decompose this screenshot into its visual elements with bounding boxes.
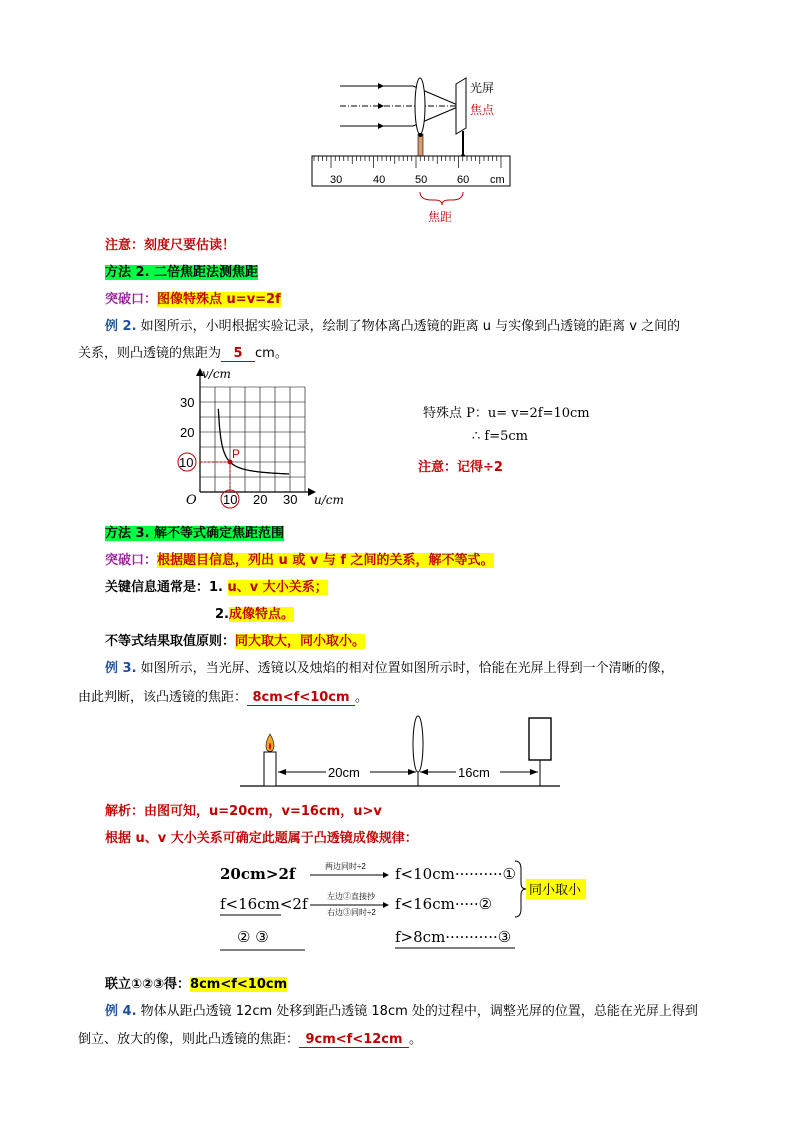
x-tick: 30: [283, 492, 298, 507]
y-tick: 30: [180, 395, 195, 410]
example2-answer: 5: [221, 346, 255, 362]
inequality-derivation: [215, 855, 595, 955]
combine-line: 联立①②③得：8cm<f<10cm: [105, 977, 288, 992]
row3-marks: ② ③: [237, 928, 269, 946]
ruler-unit: cm: [490, 174, 505, 186]
origin-label: O: [186, 493, 197, 508]
example2-line2: 关系，则凸透镜的焦距为 5 cm。: [78, 346, 288, 361]
row2-left: f<16cm<2f: [220, 895, 308, 913]
x-axis-label: u/cm: [314, 493, 344, 507]
y-tick: 10: [179, 455, 194, 470]
method2-title: 方法 2. 二倍焦距法测焦距: [105, 265, 259, 280]
graph-note: 注意：记得÷2: [418, 460, 503, 475]
distance-v-label: 16cm: [458, 765, 490, 780]
focus-label: 焦点: [470, 103, 495, 117]
y-axis-label: v/cm: [202, 367, 231, 381]
x-tick: 10: [223, 492, 238, 507]
point-p-label: P: [232, 447, 241, 461]
note-ruler: 注意：刻度尺要估读！: [105, 238, 236, 253]
optical-bench-figure: [240, 712, 560, 792]
x-tick: 20: [253, 492, 268, 507]
example4-line1: 例 4. 物体从距凸透镜 12cm 处移到距凸透镜 18cm 处的过程中，调整光屏的位置，总能在光屏上得到: [105, 1004, 698, 1019]
row2-arrow-bottom: 右边③同时÷2: [327, 908, 376, 917]
example4-line2: 倒立、放大的像，则此凸透镜的焦距： 9cm<f<12cm 。: [78, 1032, 423, 1047]
row3-right: f>8cm···········③: [395, 928, 512, 946]
ruler-tick: 30: [330, 174, 343, 186]
ruler-tick: 50: [415, 174, 428, 186]
analysis-line1: 解析：由图可知，u=20cm，v=16cm，u>v: [105, 804, 382, 819]
example3-answer: 8cm<f<10cm: [247, 690, 355, 706]
vu-graph: [172, 366, 357, 511]
breakthrough2: 突破口：图像特殊点 u=v=2f: [105, 292, 281, 307]
analysis-line2: 根据 u、v 大小关系可确定此题属于凸透镜成像规律：: [105, 831, 418, 846]
example3-line1: 例 3. 如图所示，当光屏、透镜以及烛焰的相对位置如图所示时，恰能在光屏上得到一个清晰的像，: [105, 661, 674, 676]
breakthrough3: 突破口：根据题目信息，列出 u 或 v 与 f 之间的关系，解不等式。: [105, 553, 494, 568]
ruler-tick: 40: [373, 174, 386, 186]
example2-line1: 例 2. 如图所示，小明根据实验记录，绘制了物体离凸透镜的距离 u 与实像到凸透镜的距离 v 之间的: [105, 319, 681, 334]
bracket-note: 同小取小: [529, 882, 582, 897]
example4-answer: 9cm<f<12cm: [299, 1032, 409, 1048]
principle-line: 不等式结果取值原则：同大取大，同小取小。: [105, 634, 366, 649]
row2-arrow-top: 左边②直接抄: [327, 892, 375, 901]
screen-label: 光屏: [470, 81, 495, 95]
row2-right: f<16cm·····②: [395, 895, 493, 913]
ruler-tick: 60: [457, 174, 470, 186]
graph-side-note2: ∴ f=5cm: [472, 429, 528, 444]
method3-title: 方法 3. 解不等式确定焦距范围: [105, 526, 285, 541]
lens-ruler-figure: [310, 76, 520, 231]
y-tick: 20: [180, 425, 195, 440]
row1-right: f<10cm··········①: [395, 865, 516, 883]
example3-line2: 由此判断，该凸透镜的焦距： 8cm<f<10cm 。: [78, 690, 369, 705]
focal-length-label: 焦距: [428, 210, 453, 224]
combine-result: 8cm<f<10cm: [190, 977, 288, 992]
row1-arrow-note: 两边同时÷2: [325, 862, 366, 871]
distance-u-label: 20cm: [328, 765, 360, 780]
row1-left: 20cm>2f: [220, 865, 296, 883]
key-info-line1: 关键信息通常是：1. u、v 大小关系；: [105, 580, 328, 595]
graph-side-note1: 特殊点 P：u= v=2f=10cm: [423, 406, 590, 421]
key-info-line2: 2.成像特点。: [215, 607, 294, 622]
